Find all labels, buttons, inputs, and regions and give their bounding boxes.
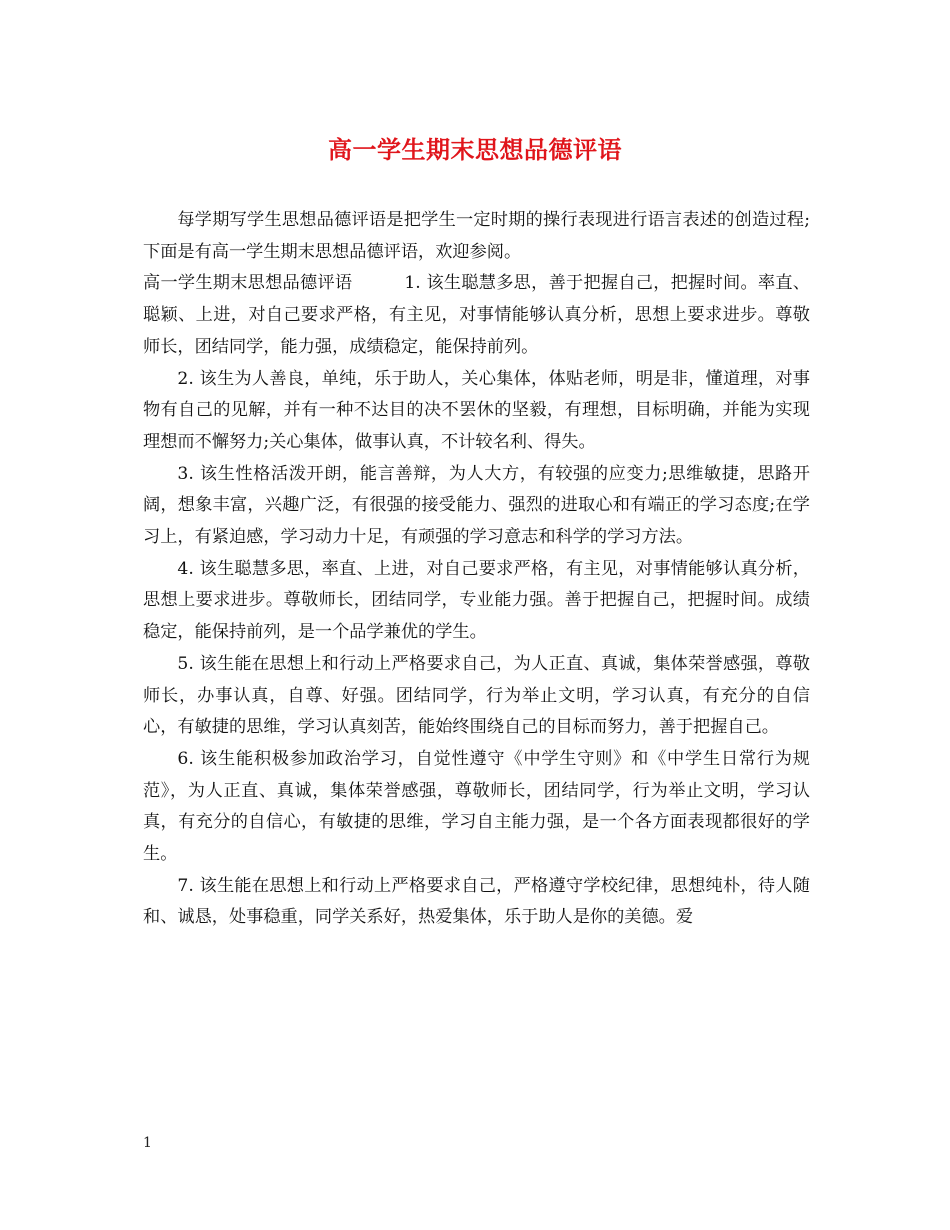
item-paragraph-1: [143, 268, 810, 363]
item-paragraph-3: 3. 该生性格活泼开朗，能言善辩，为人大方，有较强的应变力;思维敏捷，思路开阔，想象丰富，兴趣广泛，有很强的接受能力、强烈的进取心和有端正的学习态度;在学习上，有紧迫感，学习动力十足，有顽强的学习意志和科学的学习方法。: [143, 463, 810, 548]
item-paragraph-7: 7. 该生能在思想上和行动上严格要求自己，严格遵守学校纪律，思想纯朴，待人随和、诚恳，处事稳重，同学关系好，热爱集体，乐于助人是你的美德。爱: [143, 875, 810, 928]
document-title: 高一学生期末思想品德评语: [328, 135, 622, 164]
item-paragraph-5: 5. 该生能在思想上和行动上严格要求自己，为人正直、真诚，集体荣誉感强，尊敬师长，办事认真，自尊、好强。团结同学，行为举止文明，学习认真，有充分的自信心，有敏捷的思维，学习认真刻苦，能始终围绕自己的目标而努力，善于把握自己。: [143, 653, 810, 738]
item-text-1: 1. 该生聪慧多思，善于把握自己，把握时间。率直、聪颖、上进，对自己要求严格，有主见，对事情能够认真分析，思想上要求进步。尊敬师长，团结同学，能力强，成绩稳定，能保持前列。: [143, 273, 810, 357]
document-body: [143, 205, 810, 934]
item-paragraph-4: 4. 该生聪慧多思，率直、上进，对自己要求严格，有主见，对事情能够认真分析，思想上要求进步。尊敬师长，团结同学，专业能力强。善于把握自己，把握时间。成绩稳定，能保持前列，是一个品学兼优的学生。: [143, 558, 810, 643]
section-heading: 高一学生期末思想品德评语: [143, 273, 353, 294]
item-paragraph-2: 2. 该生为人善良，单纯，乐于助人，关心集体，体贴老师，明是非，懂道理，对事物有自己的见解，并有一种不达目的决不罢休的坚毅，有理想，目标明确，并能为实现理想而不懈努力;关心集体，做事认真，不计较名利、得失。: [143, 368, 810, 452]
item-paragraph-6: 6. 该生能积极参加政治学习，自觉性遵守《中学生守则》和《中学生日常行为规范》，为人正直、真诚，集体荣誉感强，尊敬师长，团结同学，行为举止文明，学习认真，有充分的自信心，有敏捷的思维，学习自主能力强，是一个各方面表现都很好的学生。: [143, 748, 810, 865]
intro-paragraph: 每学期写学生思想品德评语是把学生一定时期的操行表现进行语言表述的创造过程;下面是有高一学生期末思想品德评语，欢迎参阅。: [143, 210, 810, 262]
page-number: 1: [143, 1135, 152, 1151]
